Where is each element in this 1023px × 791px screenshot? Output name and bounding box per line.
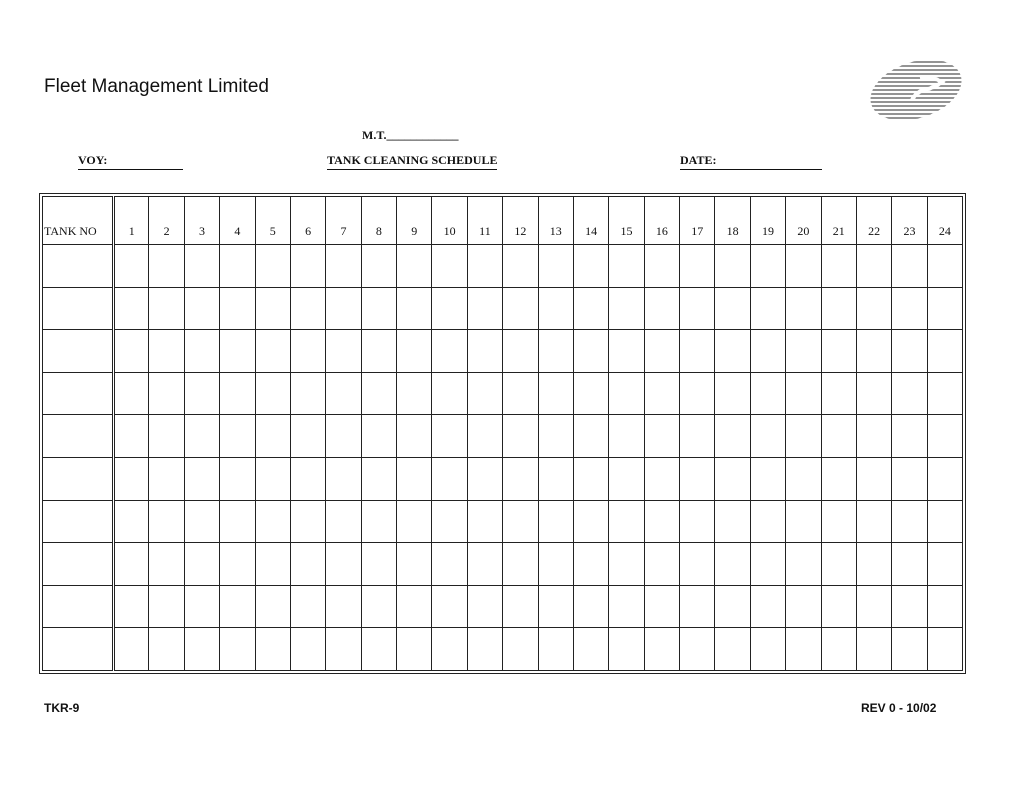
schedule-cell[interactable] <box>184 543 219 586</box>
schedule-cell[interactable] <box>290 372 325 415</box>
schedule-cell[interactable] <box>184 457 219 500</box>
schedule-cell[interactable] <box>220 415 255 458</box>
schedule-cell[interactable] <box>114 287 149 330</box>
schedule-cell[interactable] <box>503 330 538 373</box>
schedule-cell[interactable] <box>856 330 891 373</box>
schedule-cell[interactable] <box>326 287 361 330</box>
schedule-cell[interactable] <box>184 415 219 458</box>
schedule-cell[interactable] <box>149 628 184 671</box>
form-title: TANK CLEANING SCHEDULE <box>327 153 497 170</box>
column-header: 22 <box>856 197 891 245</box>
schedule-cell[interactable] <box>715 415 750 458</box>
schedule-cell[interactable] <box>892 585 927 628</box>
schedule-cell[interactable] <box>290 628 325 671</box>
schedule-cell[interactable] <box>432 628 467 671</box>
schedule-cell[interactable] <box>397 287 432 330</box>
schedule-cell[interactable] <box>361 372 396 415</box>
schedule-cell[interactable] <box>786 245 821 288</box>
schedule-cell[interactable] <box>503 457 538 500</box>
schedule-cell[interactable] <box>538 500 573 543</box>
table-row <box>43 245 963 288</box>
schedule-cell[interactable] <box>609 245 644 288</box>
schedule-cell[interactable] <box>856 415 891 458</box>
schedule-cell[interactable] <box>326 500 361 543</box>
schedule-cell[interactable] <box>821 330 856 373</box>
schedule-cell[interactable] <box>892 415 927 458</box>
schedule-cell[interactable] <box>786 457 821 500</box>
column-header: 5 <box>255 197 290 245</box>
schedule-cell[interactable] <box>856 543 891 586</box>
schedule-cell[interactable] <box>786 330 821 373</box>
schedule-cell[interactable] <box>149 245 184 288</box>
schedule-cell[interactable] <box>467 500 502 543</box>
schedule-cell[interactable] <box>361 628 396 671</box>
schedule-cell[interactable] <box>821 372 856 415</box>
schedule-cell[interactable] <box>255 457 290 500</box>
column-header: 9 <box>397 197 432 245</box>
company-logo-icon <box>862 56 966 128</box>
column-header: 18 <box>715 197 750 245</box>
schedule-cell[interactable] <box>255 330 290 373</box>
schedule-cell[interactable] <box>821 287 856 330</box>
schedule-cell[interactable] <box>290 500 325 543</box>
schedule-cell[interactable] <box>538 543 573 586</box>
schedule-cell[interactable] <box>786 585 821 628</box>
schedule-cell[interactable] <box>821 457 856 500</box>
schedule-cell[interactable] <box>750 585 785 628</box>
schedule-cell[interactable] <box>255 543 290 586</box>
schedule-cell[interactable] <box>432 245 467 288</box>
table-row <box>43 330 963 373</box>
column-header: 13 <box>538 197 573 245</box>
schedule-cell[interactable] <box>114 457 149 500</box>
schedule-cell[interactable] <box>927 245 962 288</box>
tank-no-cell[interactable] <box>43 287 114 330</box>
schedule-cell[interactable] <box>644 457 679 500</box>
schedule-cell[interactable] <box>114 585 149 628</box>
table-row <box>43 585 963 628</box>
schedule-cell[interactable] <box>927 287 962 330</box>
schedule-cell[interactable] <box>573 628 608 671</box>
schedule-cell[interactable] <box>255 585 290 628</box>
schedule-cell[interactable] <box>467 415 502 458</box>
tank-schedule-grid <box>39 193 966 674</box>
schedule-cell[interactable] <box>397 372 432 415</box>
schedule-cell[interactable] <box>892 372 927 415</box>
schedule-cell[interactable] <box>538 457 573 500</box>
schedule-cell[interactable] <box>326 543 361 586</box>
schedule-cell[interactable] <box>892 287 927 330</box>
schedule-cell[interactable] <box>326 245 361 288</box>
schedule-cell[interactable] <box>680 372 715 415</box>
schedule-cell[interactable] <box>715 585 750 628</box>
schedule-cell[interactable] <box>609 330 644 373</box>
schedule-cell[interactable] <box>184 245 219 288</box>
schedule-cell[interactable] <box>892 457 927 500</box>
schedule-cell[interactable] <box>856 287 891 330</box>
schedule-cell[interactable] <box>750 372 785 415</box>
schedule-cell[interactable] <box>538 245 573 288</box>
schedule-cell[interactable] <box>821 628 856 671</box>
schedule-cell[interactable] <box>467 287 502 330</box>
schedule-cell[interactable] <box>114 500 149 543</box>
column-header: 4 <box>220 197 255 245</box>
schedule-cell[interactable] <box>220 287 255 330</box>
schedule-cell[interactable] <box>432 330 467 373</box>
schedule-cell[interactable] <box>255 245 290 288</box>
schedule-cell[interactable] <box>750 543 785 586</box>
schedule-cell[interactable] <box>750 245 785 288</box>
form-code: TKR-9 <box>44 701 80 715</box>
schedule-cell[interactable] <box>715 330 750 373</box>
schedule-cell[interactable] <box>750 628 785 671</box>
schedule-cell[interactable] <box>892 330 927 373</box>
schedule-cell[interactable] <box>856 245 891 288</box>
schedule-cell[interactable] <box>892 628 927 671</box>
schedule-cell[interactable] <box>927 415 962 458</box>
schedule-cell[interactable] <box>644 415 679 458</box>
schedule-cell[interactable] <box>432 585 467 628</box>
schedule-cell[interactable] <box>644 245 679 288</box>
schedule-cell[interactable] <box>892 543 927 586</box>
tank-no-cell[interactable] <box>43 543 114 586</box>
schedule-cell[interactable] <box>290 415 325 458</box>
schedule-cell[interactable] <box>680 457 715 500</box>
schedule-cell[interactable] <box>361 457 396 500</box>
column-header: 2 <box>149 197 184 245</box>
column-header: 3 <box>184 197 219 245</box>
schedule-cell[interactable] <box>397 628 432 671</box>
schedule-cell[interactable] <box>361 415 396 458</box>
schedule-cell[interactable] <box>644 628 679 671</box>
schedule-cell[interactable] <box>821 500 856 543</box>
schedule-cell[interactable] <box>609 287 644 330</box>
column-header: 20 <box>786 197 821 245</box>
schedule-cell[interactable] <box>786 543 821 586</box>
schedule-cell[interactable] <box>538 628 573 671</box>
schedule-cell[interactable] <box>573 372 608 415</box>
schedule-cell[interactable] <box>573 585 608 628</box>
schedule-cell[interactable] <box>255 628 290 671</box>
schedule-cell[interactable] <box>467 372 502 415</box>
schedule-cell[interactable] <box>220 543 255 586</box>
mt-label: M.T.____________ <box>362 128 459 142</box>
table-row <box>43 628 963 671</box>
schedule-cell[interactable] <box>680 543 715 586</box>
schedule-cell[interactable] <box>538 415 573 458</box>
schedule-cell[interactable] <box>750 500 785 543</box>
schedule-cell[interactable] <box>609 500 644 543</box>
schedule-cell[interactable] <box>538 372 573 415</box>
schedule-cell[interactable] <box>432 287 467 330</box>
schedule-cell[interactable] <box>644 372 679 415</box>
schedule-cell[interactable] <box>503 628 538 671</box>
schedule-cell[interactable] <box>326 415 361 458</box>
schedule-cell[interactable] <box>715 372 750 415</box>
schedule-cell[interactable] <box>856 372 891 415</box>
column-header: 1 <box>114 197 149 245</box>
schedule-cell[interactable] <box>680 415 715 458</box>
schedule-cell[interactable] <box>220 500 255 543</box>
schedule-cell[interactable] <box>467 457 502 500</box>
schedule-cell[interactable] <box>609 457 644 500</box>
schedule-cell[interactable] <box>644 500 679 543</box>
tank-no-cell[interactable] <box>43 457 114 500</box>
schedule-cell[interactable] <box>184 287 219 330</box>
schedule-cell[interactable] <box>220 457 255 500</box>
schedule-cell[interactable] <box>290 245 325 288</box>
schedule-cell[interactable] <box>326 457 361 500</box>
schedule-cell[interactable] <box>290 457 325 500</box>
column-header: 11 <box>467 197 502 245</box>
schedule-cell[interactable] <box>856 457 891 500</box>
schedule-cell[interactable] <box>927 628 962 671</box>
tank-no-header: TANK NO <box>43 197 114 245</box>
schedule-cell[interactable] <box>680 287 715 330</box>
schedule-cell[interactable] <box>856 628 891 671</box>
schedule-cell[interactable] <box>467 585 502 628</box>
column-header: 10 <box>432 197 467 245</box>
schedule-cell[interactable] <box>786 415 821 458</box>
schedule-cell[interactable] <box>927 457 962 500</box>
schedule-cell[interactable] <box>538 585 573 628</box>
schedule-cell[interactable] <box>361 543 396 586</box>
schedule-cell[interactable] <box>750 457 785 500</box>
schedule-cell[interactable] <box>255 415 290 458</box>
schedule-cell[interactable] <box>503 287 538 330</box>
column-header: 17 <box>680 197 715 245</box>
column-header: 7 <box>326 197 361 245</box>
schedule-cell[interactable] <box>361 287 396 330</box>
schedule-cell[interactable] <box>255 372 290 415</box>
schedule-cell[interactable] <box>503 415 538 458</box>
schedule-cell[interactable] <box>184 330 219 373</box>
schedule-cell[interactable] <box>149 585 184 628</box>
schedule-cell[interactable] <box>184 585 219 628</box>
schedule-cell[interactable] <box>927 543 962 586</box>
schedule-cell[interactable] <box>644 585 679 628</box>
schedule-cell[interactable] <box>397 330 432 373</box>
schedule-cell[interactable] <box>892 245 927 288</box>
tank-no-cell[interactable] <box>43 330 114 373</box>
schedule-cell[interactable] <box>609 628 644 671</box>
schedule-cell[interactable] <box>361 330 396 373</box>
column-header: 6 <box>290 197 325 245</box>
table-row <box>43 415 963 458</box>
column-header: 16 <box>644 197 679 245</box>
schedule-cell[interactable] <box>220 245 255 288</box>
schedule-cell[interactable] <box>149 372 184 415</box>
table-row <box>43 543 963 586</box>
tank-no-cell[interactable] <box>43 628 114 671</box>
schedule-cell[interactable] <box>573 543 608 586</box>
schedule-cell[interactable] <box>503 585 538 628</box>
table-row <box>43 457 963 500</box>
schedule-cell[interactable] <box>432 457 467 500</box>
table-header-row <box>43 197 963 245</box>
schedule-cell[interactable] <box>786 287 821 330</box>
schedule-cell[interactable] <box>467 330 502 373</box>
schedule-cell[interactable] <box>326 628 361 671</box>
schedule-cell[interactable] <box>750 330 785 373</box>
schedule-cell[interactable] <box>821 415 856 458</box>
schedule-cell[interactable] <box>326 372 361 415</box>
schedule-cell[interactable] <box>680 585 715 628</box>
schedule-cell[interactable] <box>573 287 608 330</box>
column-header: 15 <box>609 197 644 245</box>
tank-no-cell[interactable] <box>43 415 114 458</box>
schedule-cell[interactable] <box>503 500 538 543</box>
schedule-cell[interactable] <box>680 628 715 671</box>
schedule-cell[interactable] <box>856 585 891 628</box>
schedule-cell[interactable] <box>573 500 608 543</box>
tank-no-cell[interactable] <box>43 245 114 288</box>
column-header: 19 <box>750 197 785 245</box>
column-header: 8 <box>361 197 396 245</box>
schedule-cell[interactable] <box>927 500 962 543</box>
schedule-cell[interactable] <box>680 245 715 288</box>
table-row <box>43 500 963 543</box>
schedule-cell[interactable] <box>149 457 184 500</box>
schedule-cell[interactable] <box>432 500 467 543</box>
schedule-cell[interactable] <box>856 500 891 543</box>
schedule-cell[interactable] <box>715 500 750 543</box>
schedule-cell[interactable] <box>397 585 432 628</box>
schedule-cell[interactable] <box>467 543 502 586</box>
schedule-cell[interactable] <box>361 585 396 628</box>
schedule-cell[interactable] <box>290 287 325 330</box>
schedule-cell[interactable] <box>326 585 361 628</box>
voy-label: VOY: <box>78 153 183 170</box>
schedule-cell[interactable] <box>715 457 750 500</box>
schedule-cell[interactable] <box>609 543 644 586</box>
tank-no-cell[interactable] <box>43 372 114 415</box>
schedule-cell[interactable] <box>786 628 821 671</box>
schedule-cell[interactable] <box>184 628 219 671</box>
revision-label: REV 0 - 10/02 <box>861 701 937 715</box>
schedule-cell[interactable] <box>290 585 325 628</box>
schedule-cell[interactable] <box>114 628 149 671</box>
column-header: 21 <box>821 197 856 245</box>
schedule-table <box>42 196 963 671</box>
schedule-cell[interactable] <box>114 372 149 415</box>
schedule-cell[interactable] <box>821 585 856 628</box>
schedule-cell[interactable] <box>715 628 750 671</box>
schedule-cell[interactable] <box>503 372 538 415</box>
schedule-cell[interactable] <box>397 500 432 543</box>
schedule-cell[interactable] <box>149 415 184 458</box>
schedule-cell[interactable] <box>114 330 149 373</box>
schedule-cell[interactable] <box>114 415 149 458</box>
schedule-cell[interactable] <box>290 330 325 373</box>
schedule-cell[interactable] <box>573 415 608 458</box>
schedule-cell[interactable] <box>609 585 644 628</box>
schedule-cell[interactable] <box>432 372 467 415</box>
schedule-cell[interactable] <box>786 500 821 543</box>
schedule-cell[interactable] <box>255 287 290 330</box>
schedule-cell[interactable] <box>290 543 325 586</box>
schedule-cell[interactable] <box>821 543 856 586</box>
schedule-cell[interactable] <box>715 245 750 288</box>
schedule-cell[interactable] <box>149 330 184 373</box>
schedule-cell[interactable] <box>361 500 396 543</box>
schedule-cell[interactable] <box>503 543 538 586</box>
schedule-cell[interactable] <box>680 500 715 543</box>
schedule-cell[interactable] <box>326 330 361 373</box>
schedule-cell[interactable] <box>927 330 962 373</box>
schedule-cell[interactable] <box>432 415 467 458</box>
table-row <box>43 287 963 330</box>
schedule-cell[interactable] <box>397 245 432 288</box>
schedule-cell[interactable] <box>467 245 502 288</box>
schedule-cell[interactable] <box>573 457 608 500</box>
schedule-cell[interactable] <box>750 287 785 330</box>
schedule-cell[interactable] <box>149 287 184 330</box>
column-header: 24 <box>927 197 962 245</box>
schedule-cell[interactable] <box>184 372 219 415</box>
schedule-cell[interactable] <box>821 245 856 288</box>
schedule-cell[interactable] <box>432 543 467 586</box>
schedule-cell[interactable] <box>786 372 821 415</box>
schedule-cell[interactable] <box>184 500 219 543</box>
schedule-cell[interactable] <box>715 287 750 330</box>
date-label: DATE: <box>680 153 822 170</box>
schedule-cell[interactable] <box>715 543 750 586</box>
schedule-cell[interactable] <box>927 372 962 415</box>
schedule-cell[interactable] <box>467 628 502 671</box>
schedule-cell[interactable] <box>397 543 432 586</box>
schedule-cell[interactable] <box>220 330 255 373</box>
schedule-cell[interactable] <box>538 287 573 330</box>
column-header: 14 <box>573 197 608 245</box>
schedule-cell[interactable] <box>892 500 927 543</box>
schedule-cell[interactable] <box>680 330 715 373</box>
schedule-cell[interactable] <box>220 585 255 628</box>
table-row <box>43 372 963 415</box>
column-header: 23 <box>892 197 927 245</box>
schedule-cell[interactable] <box>927 585 962 628</box>
schedule-cell[interactable] <box>503 245 538 288</box>
tank-no-cell[interactable] <box>43 500 114 543</box>
schedule-cell[interactable] <box>255 500 290 543</box>
schedule-cell[interactable] <box>538 330 573 373</box>
column-header: 12 <box>503 197 538 245</box>
schedule-cell[interactable] <box>609 372 644 415</box>
schedule-cell[interactable] <box>114 543 149 586</box>
schedule-cell[interactable] <box>149 500 184 543</box>
schedule-cell[interactable] <box>149 543 184 586</box>
schedule-cell[interactable] <box>644 543 679 586</box>
schedule-cell[interactable] <box>573 330 608 373</box>
schedule-cell[interactable] <box>609 415 644 458</box>
schedule-cell[interactable] <box>397 415 432 458</box>
schedule-cell[interactable] <box>114 245 149 288</box>
schedule-cell[interactable] <box>220 628 255 671</box>
company-name: Fleet Management Limited <box>44 76 269 97</box>
schedule-cell[interactable] <box>750 415 785 458</box>
schedule-cell[interactable] <box>644 287 679 330</box>
schedule-cell[interactable] <box>644 330 679 373</box>
tank-no-cell[interactable] <box>43 585 114 628</box>
schedule-cell[interactable] <box>573 245 608 288</box>
schedule-cell[interactable] <box>220 372 255 415</box>
schedule-cell[interactable] <box>361 245 396 288</box>
schedule-cell[interactable] <box>397 457 432 500</box>
